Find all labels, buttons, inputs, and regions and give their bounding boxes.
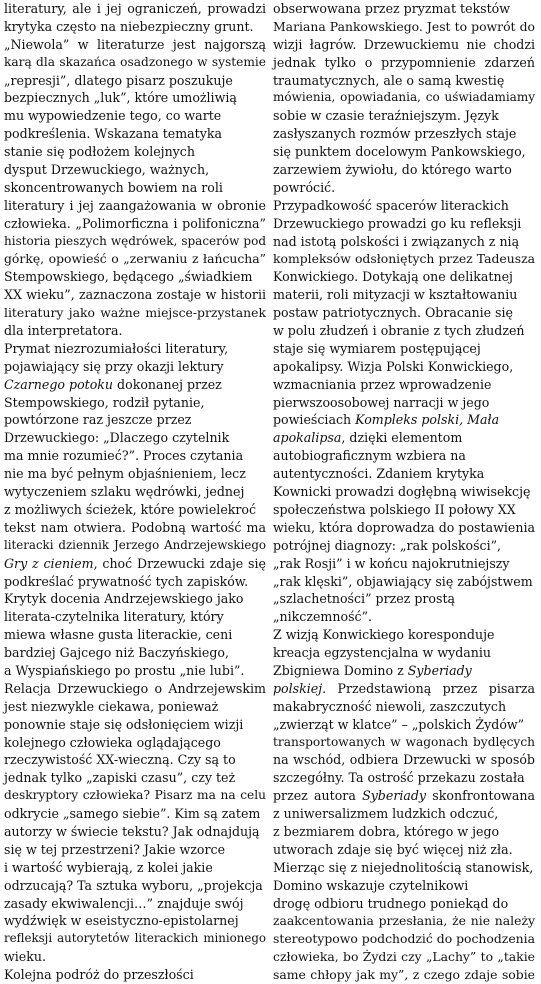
text-line: Konwickiego. Dotykają one delikatnej	[273, 269, 513, 285]
text-line: się w tej przestrzeni? Jakie wzorce	[4, 841, 226, 857]
text-segment: przez autora	[273, 788, 363, 804]
text-segment: Zbigniewa Domino z	[273, 662, 408, 678]
text-segment: skonfrontowana	[426, 788, 536, 804]
text-line: deskryptory człowieka? Pisarz ma na celu	[4, 788, 266, 803]
text-line: materii, roli mityzacji w kształtowaniu	[273, 287, 518, 303]
text-line	[4, 376, 266, 394]
text-line: odkrycie „samego siebie”. Kim są zatem	[4, 806, 261, 822]
text-line: odrzucają? Ta sztuka wyboru, „projekcja	[4, 877, 263, 893]
text-line: miewa własne gusta literackie, ceni	[4, 627, 233, 643]
text-line: Domino wskazuje czytelnikowi	[273, 877, 469, 893]
text-line: w polu złudzeń i obranie z tych złudzeń	[273, 323, 525, 339]
text-segment: powieściach	[273, 412, 356, 428]
text-line: wytyczeniem szlaku wędrówki, jednej	[4, 484, 245, 500]
text-line: literatury i jej zaangażowania w obronie	[4, 197, 266, 213]
text-line: pierwszoosobowej narracji w jego	[273, 394, 490, 410]
italic-title: apokalipsa	[273, 430, 342, 446]
text-line: autentyczności. Zdaniem krytyka	[273, 466, 485, 482]
text-line: Z wizją Konwickiego koresponduje	[273, 627, 495, 643]
text-line: traumatycznych, ale o samą kwestię	[273, 72, 505, 88]
text-line	[273, 429, 535, 447]
text-line: z bezmiarem dobra, którego w jego	[273, 823, 500, 839]
text-line: z możliwych ścieżek, które powielekroć	[4, 501, 257, 517]
text-line: nie ma być pełnym objaśnieniem, lecz	[4, 466, 246, 482]
text-line: literatury, ale i jej ograniczeń, prowadzi	[4, 1, 266, 16]
text-line: człowieka, bo Żydzi czy „Lachy” to „takie	[273, 949, 535, 965]
text-line: się punktem docelowym Pankowskiego,	[273, 144, 526, 160]
text-line: bezpiecznych „luk”, które umożliwią	[4, 90, 237, 106]
text-line: wieku.	[4, 949, 47, 965]
text-line: Stempowskiego, rodził pytanie,	[4, 394, 205, 410]
text-line	[273, 411, 535, 429]
text-line: krytyka często na niebezpieczny grunt.	[4, 18, 254, 34]
text-line: literatury jako ważne miejsce-przystanek	[4, 305, 266, 321]
text-line: drogę odbioru trudnego poniekąd do	[273, 895, 509, 911]
text-line: Drzewuckiego: „Dlaczego czytelnik	[4, 430, 230, 446]
text-line: dla interpretatora.	[4, 323, 123, 339]
text-line	[273, 662, 535, 680]
italic-title: polskiej	[273, 680, 323, 696]
text-line: z uniwersalizmem ludzkich odczuć,	[273, 806, 499, 822]
text-line: kolejnego człowieka oglądającego	[4, 734, 221, 750]
text-line: obserwowana przez pryzmat tekstów	[273, 1, 511, 16]
text-line: górkę, opowieść o „zerwaniu z łańcucha”	[4, 251, 266, 267]
text-line: ponownie staje się odsłonięciem wizji	[4, 716, 244, 732]
italic-title: Gry z cieniem	[4, 555, 94, 571]
text-segment: , choć Drzewucki zdaje się	[93, 555, 266, 571]
text-segment: dokonanej przez	[113, 376, 222, 392]
text-line: utworach zdaje się być więcej niż zła.	[273, 841, 513, 857]
text-line: Mariana Pankowskiego. Jest to powrót do	[273, 18, 535, 34]
text-line: Relacja Drzewuckiego o Andrzejewskim	[4, 680, 266, 696]
text-line: podkreślenia. Wskazana tematyka	[4, 126, 222, 142]
text-line: stereotypowo podchodzić do pochodzenia	[273, 931, 535, 947]
text-line: postaw patriotycznych. Obracanie się	[273, 305, 513, 321]
left-text-column	[4, 0, 266, 983]
text-line: historia pieszych wędrówek, spacerów pod	[4, 233, 266, 248]
text-line: i wartość wybierają, z kolei jakie	[4, 859, 213, 875]
text-line: mu wypowiedzenie tego, co warte	[4, 108, 222, 124]
text-line: powrócić.	[273, 179, 336, 195]
text-line	[4, 555, 266, 573]
text-line: literacki dziennik Jerzego Andrzejewskiego	[4, 537, 266, 552]
text-line: człowieka. „Polimorficzna i polifoniczna”	[4, 215, 266, 231]
text-line: autorzy w świecie tekstu? Jak odnajdują	[4, 823, 260, 839]
text-line: staje się wymiarem postępującej	[273, 340, 481, 356]
text-segment: . Przedstawioną przez pisarza	[322, 680, 535, 696]
text-line: wizji łagrów. Drzewuckiemu nie chodzi	[273, 36, 535, 52]
text-line: „zwierząt w klatce” – „polskich Żydów”	[273, 716, 525, 732]
text-line: sobie w czasie teraźniejszym. Język	[273, 108, 499, 124]
text-line: jest niezwykle ciekawa, ponieważ	[4, 698, 219, 714]
text-line: „rak klęski”, objawiający się zabójstwem	[273, 573, 533, 589]
text-line: tekst nam otwiera. Podobną wartość ma	[4, 519, 266, 535]
text-line: same chłopy jak my”, z czego zdaje sobie	[273, 967, 535, 983]
text-line: „rak Rosji” i w końcu najokrutniejszy	[273, 555, 510, 571]
text-line: makabryczność niewoli, zaszczutych	[273, 698, 507, 714]
text-line: skoncentrowanych bowiem na roli	[4, 179, 223, 195]
text-line: Kolejna podróż do przeszłości	[4, 967, 194, 983]
text-line: zaakcentowania przesłania, że nie należy	[273, 913, 535, 929]
text-line: transportowanych w wagonach bydlęcych	[273, 734, 535, 749]
text-line: powtórzone raz jeszcze przez	[4, 412, 192, 428]
text-line: dysput Drzewuckiego, ważnych,	[4, 162, 210, 178]
text-line: Prymat niezrozumiałości literatury,	[4, 340, 229, 356]
text-line: wzmacniania przez wprowadzenie	[273, 376, 492, 392]
text-line: potrójnej diagnozy: „rak polskości”,	[273, 537, 502, 553]
text-line: wieku, która doprowadza do postawienia	[273, 519, 535, 535]
text-line: apokalipsy. Wizja Polski Konwickiego,	[273, 358, 514, 374]
italic-title: Syberiady	[362, 788, 427, 804]
text-line	[273, 787, 535, 805]
text-line: rzeczywistość XX-wieczną. Czy są to	[4, 752, 236, 768]
italic-title: Kompleks polski, Mała	[355, 412, 500, 428]
text-line: bardziej Gajcego niż Baczyńskiego,	[4, 645, 229, 661]
text-line: jednak tylko „zapiski czasu”, czy też	[4, 770, 236, 786]
text-line: stanie się podłożem kolejnych	[4, 144, 195, 160]
right-text-column	[273, 0, 536, 983]
text-line: podkreślać prywatność tych zapisków.	[4, 573, 249, 589]
text-line: XX wieku”, zaznaczona zostaje w historii	[4, 287, 266, 303]
italic-title: Syberiady	[407, 662, 472, 678]
italic-title: Czarnego potoku	[4, 376, 114, 392]
text-line: szczegółny. Ta ostrość przekazu została	[273, 770, 525, 786]
text-line: nad istotą polskości i związanych z nią	[273, 233, 520, 249]
text-line: literata-czytelnika literatury, który	[4, 609, 224, 625]
text-line: zasady ekwiwalencji…” znajduje swój	[4, 895, 244, 911]
text-line: Drzewuckiego prowadzi go ku refleksji	[273, 215, 522, 231]
text-line: „Niewola” w literaturze jest najgorszą	[4, 36, 266, 52]
text-line: mówienia, opowiadania, co uświadamiamy	[273, 90, 535, 105]
text-line: refleksji autorytetów literackich minionego	[4, 931, 266, 946]
text-line: „szlachetności” przez prostą	[273, 591, 456, 607]
text-line: Krytyk docenia Andrzejewskiego jako	[4, 591, 244, 607]
text-line: karą dla skazańca osadzonego w systemie	[4, 54, 266, 69]
text-line: autobiograficznym wzbiera na	[273, 448, 466, 464]
text-line: a Wyspiańskiego po prostu „nie lubi”.	[4, 662, 245, 678]
text-line: społeczeństwa polskiego II połowy XX	[273, 501, 516, 517]
text-line: „nikczemność”.	[273, 609, 373, 625]
text-line: kompleksów odsłoniętych przez Tadeusza	[273, 251, 535, 267]
text-line: zasłyszanych rozmów przeszłych staje	[273, 126, 517, 142]
text-line: na wschód, odbiera Drzewucki w sposób	[273, 752, 535, 768]
text-line: Przypadkowość spacerów literackich	[273, 197, 509, 213]
text-line: jednak tylko o przypomnienie zdarzeń	[273, 54, 535, 70]
text-line: pojawiający się przy okazji lektury	[4, 358, 224, 374]
text-segment: , dzięki elementom	[341, 430, 463, 446]
text-line: zarzewiem żywiołu, do którego warto	[273, 162, 512, 178]
text-line: „represji”, dlatego pisarz poszukuje	[4, 72, 233, 88]
text-line: Stempowskiego, będącego „świadkiem	[4, 269, 253, 285]
text-line: Kownicki prowadzi dogłębną wiwisekcję	[273, 484, 531, 500]
text-line: kreacja egzystencjalna w wydaniu	[273, 645, 492, 661]
text-line: Mierząc się z niejednolitością stanowisk,	[273, 859, 534, 875]
text-line: ma mnie rozumieć?”. Proces czytania	[4, 448, 244, 464]
text-line	[273, 680, 535, 698]
text-line: wydźwięk w eseistyczno-epistolarnej	[4, 913, 239, 929]
